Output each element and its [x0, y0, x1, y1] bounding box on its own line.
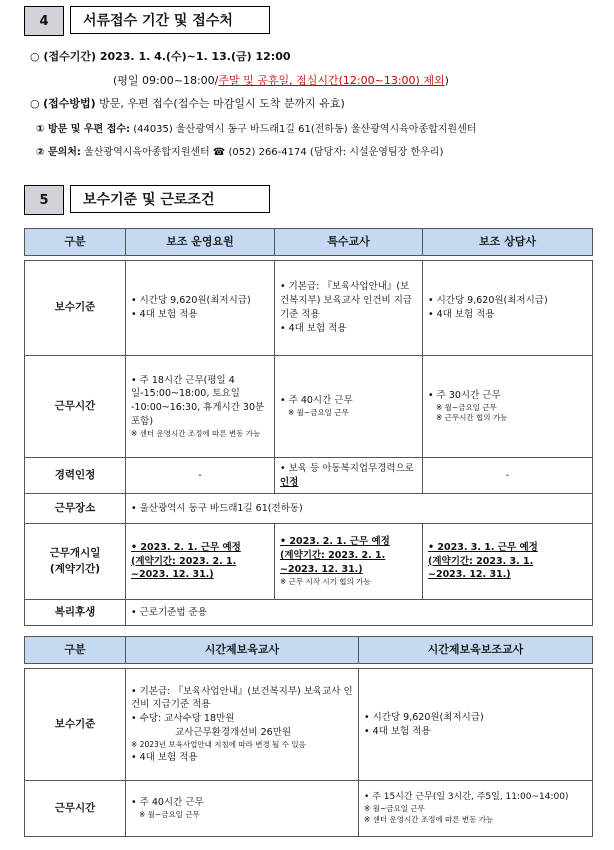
- header-part-time-aide: 시간제보육보조교사: [359, 637, 593, 664]
- header-counselor: 보조 상담사: [423, 229, 593, 256]
- visit-address: ① 방문 및 우편 접수: (44035) 울산광역시 동구 바드래1길 61(전하동) 울산광역시육아종합지원센터: [36, 124, 477, 135]
- part-time-conditions-table: [24, 636, 593, 837]
- inquiry-contact: ② 문의처: 울산광역시육아종합지원센터 ☎ (052) 266-4174 (담당자: 시설운영팀장 한우리): [36, 147, 444, 158]
- section-4-header: [24, 6, 270, 36]
- header-assistant: 보조 운영요원: [126, 229, 275, 256]
- table-row: 근무장소 • 울산광역시 동구 바드래1길 61(전하동): [25, 494, 593, 524]
- header-category: 구분: [25, 229, 126, 256]
- application-method: ○ (접수방법) 방문, 우편 접수(접수는 마감일시 도착 분까지 유효): [30, 97, 345, 110]
- table-row: 보수기준 • 시간당 9,620원(최저시급) • 4대 보험 적용 • 기본급: 『보육사업안내』(보건복지부) 보육교사 인건비 지급기준 적용 • 4대 보험 적용 • 시간당 9,620원(최저시급) • 4대 보험 적용: [25, 261, 593, 356]
- excluded-times: 주말 및 공휴일, 점심시간(12:00~13:00) 제외: [218, 74, 445, 87]
- table-row: 근무시간 • 주 18시간 근무(평일 4일-15:00~18:00, 토요일 -10:00~16:30, 휴게시간 30분포함) ※ 센터 운영시간 조정에 따른 변동 가능 • 주 40시간 근무 ※ 월~금요일 근무 • 주 30시간 근무 ※ 월~금요일 근무 ※ 근무시간 협의 가능: [25, 356, 593, 458]
- section-5-header: [24, 185, 270, 215]
- application-period: ○ (접수기간) 2023. 1. 4.(수)~1. 13.(금) 12:00: [30, 50, 291, 63]
- header-part-time-teacher: 시간제보육교사: [126, 637, 359, 664]
- work-conditions-table: [24, 228, 593, 626]
- table-row: 경력인정 - • 보육 등 아동복지업무경력으로 인정 -: [25, 458, 593, 494]
- table-row: 복리후생 • 근로기준법 준용: [25, 600, 593, 626]
- section-number: 4: [24, 6, 64, 36]
- section-title: 서류접수 기간 및 접수처: [70, 6, 270, 34]
- header-special-teacher: 특수교사: [275, 229, 423, 256]
- header-category: 구분: [25, 637, 126, 664]
- section-number: 5: [24, 185, 64, 215]
- table-row: 보수기준 • 기본급: 『보육사업안내』(보건복지부) 보육교사 인건비 지급기준 적용 • 수당: 교사수당 18만원 교사근무환경개선비 26만원 ※ 2023년 보육사업안내 지침에 따라 변경 될 수 있음 • 4대 보험 적용 • 시간당 9,620원(최저시급) • 4대 보험 적용: [25, 669, 593, 781]
- application-hours: (평일 09:00~18:00/주말 및 공휴일, 점심시간(12:00~13:00) 제외): [113, 74, 449, 87]
- table-row: 근무시간 • 주 40시간 근무 ※ 월~금요일 근무 • 주 15시간 근무(일 3시간, 주5일, 11:00~14:00) ※ 월~금요일 근무 ※ 센터 운영시간 조정에 따른 변동 가능: [25, 781, 593, 837]
- section-title: 보수기준 및 근로조건: [70, 185, 270, 213]
- table-row: 근무개시일 (계약기간) • 2023. 2. 1. 근무 예정 (계약기간: 2023. 2. 1. ~2023. 12. 31.) • 2023. 2. 1. 근무 예정 (계약기간: 2023. 2. 1. ~2023. 12. 31.) ※ 근무 시작 시기 협의 가능 • 2023. 3. 1. 근무 예정 (계약기간: 2023. 3. 1. ~2023. 12. 31.): [25, 524, 593, 600]
